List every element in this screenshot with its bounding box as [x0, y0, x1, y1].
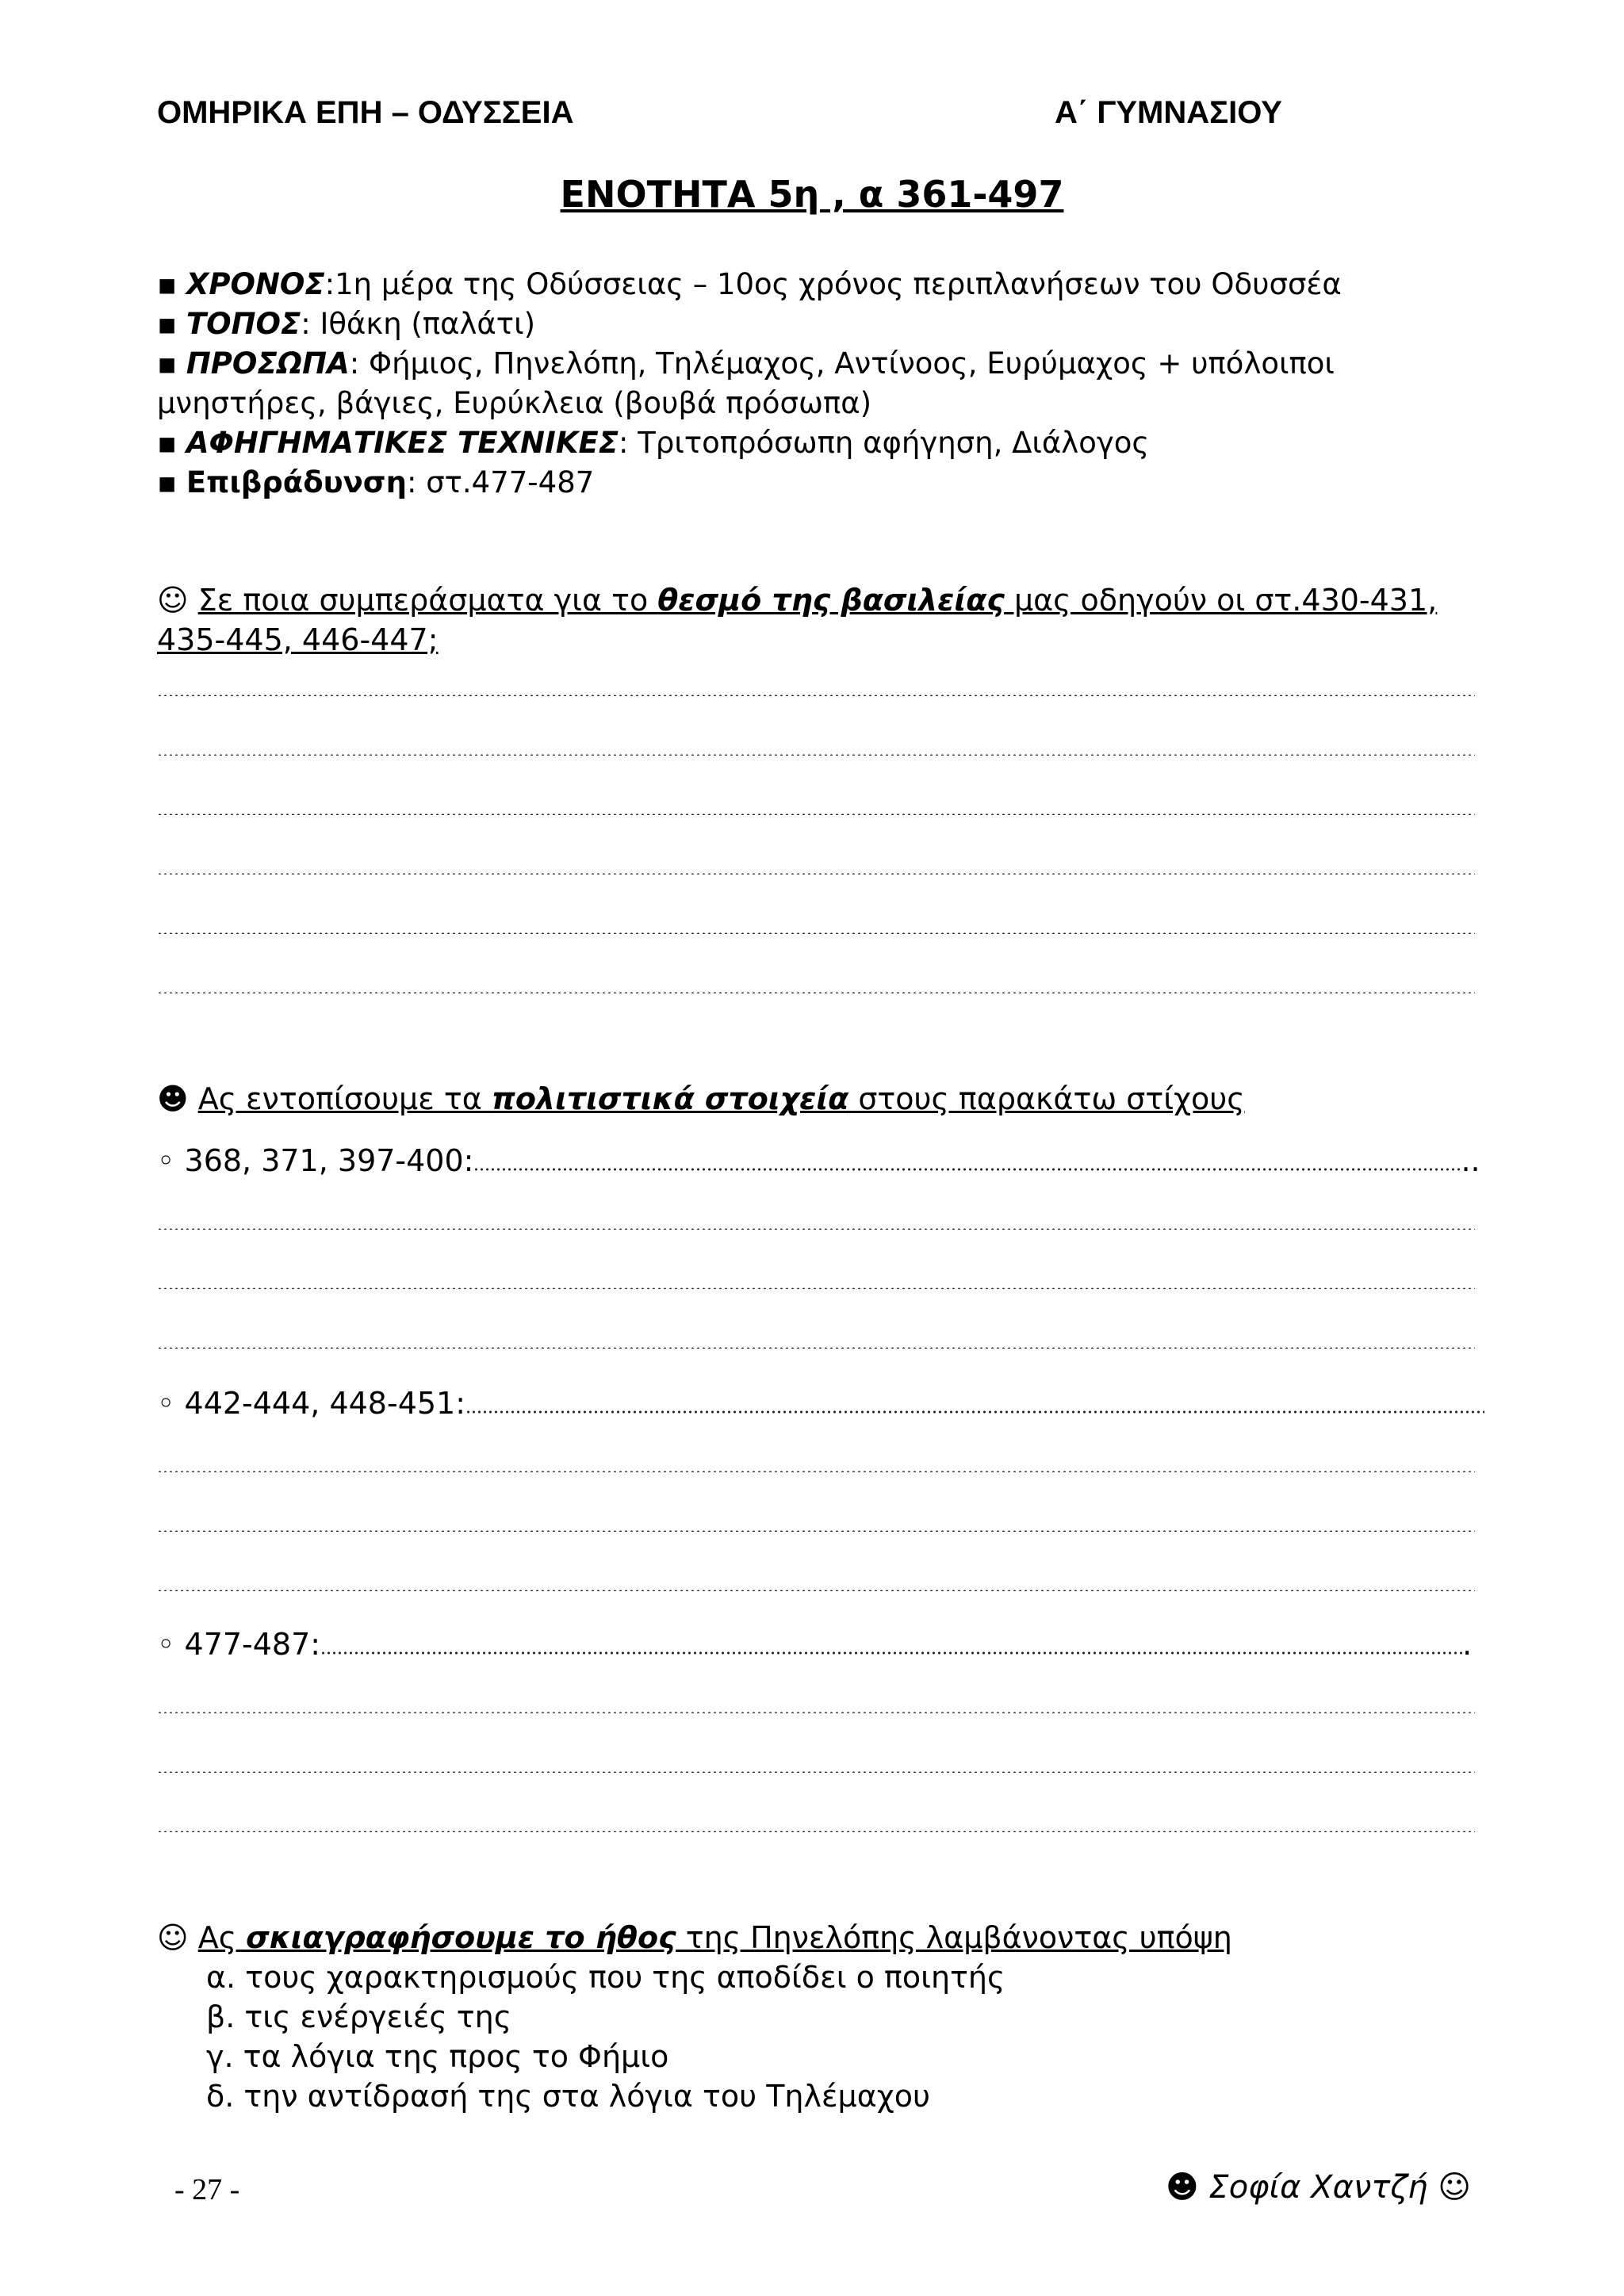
circle-bullet-icon: ◦ [157, 1386, 175, 1421]
verse-label: 442-444, 448-451: [184, 1386, 466, 1421]
verse-item [157, 1627, 1472, 1662]
prosopa-value: : Φήμιος, Πηνελόπη, Τηλέμαχος, Αντίνοος, Ευρύμαχος + υπόλοιποι [349, 346, 1335, 381]
question-2 [157, 1081, 1245, 1116]
info-prosopa [157, 344, 1335, 384]
author-signature [1166, 2169, 1471, 2206]
technikes-value: : Τριτοπρόσωπη αφήγηση, Διάλογος [619, 426, 1150, 460]
chronos-label: ΧΡΟΝΟΣ [186, 267, 325, 301]
answer-line[interactable] [157, 1471, 1475, 1472]
bullet-icon: ▪ [157, 307, 178, 341]
bullet-icon: ▪ [157, 346, 178, 381]
question-1 [157, 583, 1437, 618]
verse-label: 368, 371, 397-400: [184, 1143, 474, 1178]
topos-value: : Ιθάκη (παλάτι) [301, 307, 536, 341]
answer-line[interactable] [157, 992, 1475, 993]
verse-end: . [1462, 1627, 1473, 1662]
page-number: - 27 - [174, 2173, 240, 2206]
sub-item: δ. την αντίδρασή της στα λόγια του Τηλέμαχου [206, 2079, 930, 2114]
q3-text-post: της Πηνελόπης λαμβάνοντας υπόψη [676, 1920, 1232, 1955]
answer-line[interactable] [157, 1288, 1475, 1289]
answer-line[interactable] [157, 813, 1475, 815]
answer-line[interactable] [473, 1168, 1461, 1171]
sub-item: γ. τα λόγια της προς το Φήμιο [206, 2039, 669, 2074]
verse-item [157, 1143, 1480, 1178]
bullet-icon: ▪ [157, 465, 178, 499]
circle-bullet-icon: ◦ [157, 1143, 175, 1178]
q2-emphasis: πολιτιστικά στοιχεία [491, 1081, 849, 1116]
answer-line[interactable] [157, 754, 1475, 756]
epivradynsi-value: : στ.477-487 [406, 465, 595, 499]
verse-item [157, 1386, 1484, 1421]
info-chronos [157, 265, 1342, 304]
answer-line[interactable] [157, 1347, 1475, 1349]
answer-line[interactable] [157, 1712, 1475, 1713]
technikes-label: ΑΦΗΓΗΜΑΤΙΚΕΣ ΤΕΧΝΙΚΕΣ [186, 426, 619, 460]
q2-text-pre: Ας εντοπίσουμε τα [197, 1081, 492, 1116]
author-name: Σοφία Χαντζή [1208, 2169, 1428, 2206]
page-title: ΕΝΟΤΗΤΑ 5η , α 361-497 [560, 173, 1064, 216]
header-subject: ΟΜΗΡΙΚΑ ΕΠΗ – ΟΔΥΣΣΕΙΑ [157, 95, 574, 130]
q1-text-line2: 435-445, 446-447; [157, 622, 439, 657]
q1-text-pre: Σε ποια συμπεράσματα για το [197, 583, 658, 618]
smiley-icon: ☺ [157, 583, 189, 618]
q3-text-pre: Ας [197, 1920, 247, 1955]
answer-line[interactable] [157, 873, 1475, 874]
sub-item: α. τους χαρακτηρισμούς που της αποδίδει ο ποιητής [206, 1960, 1005, 1995]
answer-line[interactable] [157, 932, 1475, 934]
sub-item: β. τις ενέργειές της [206, 1999, 512, 2034]
bullet-icon: ▪ [157, 426, 178, 460]
info-technikes [157, 423, 1149, 463]
info-prosopa-cont: μνηστήρες, βάγιες, Ευρύκλεια (βουβά πρόσωπα) [157, 386, 872, 420]
info-topos [157, 304, 535, 344]
bullet-icon: ▪ [157, 267, 178, 301]
verse-label: 477-487: [184, 1627, 321, 1662]
answer-line[interactable] [157, 1530, 1475, 1532]
smiley-icon: ☺ [1438, 2169, 1471, 2206]
answer-line[interactable] [157, 1590, 1475, 1591]
q1-emphasis: θεσμό της βασιλείας [657, 583, 1005, 618]
answer-line[interactable] [320, 1651, 1462, 1655]
circle-bullet-icon: ◦ [157, 1627, 175, 1662]
answer-line[interactable] [157, 1831, 1475, 1832]
smiley-icon: ☺ [157, 1920, 189, 1955]
q1-text-post: μας οδηγούν οι στ.430-431, [1004, 583, 1438, 618]
black-smiley-icon: ☻ [1166, 2169, 1199, 2206]
question-1-cont [157, 622, 439, 657]
black-smiley-icon: ☻ [157, 1081, 189, 1116]
q2-text-post: στους παρακάτω στίχους [848, 1081, 1245, 1116]
answer-line[interactable] [157, 695, 1475, 696]
chronos-value: :1η μέρα της Οδύσσειας – 10ος χρόνος περιπλανήσεων του Οδυσσέα [324, 267, 1342, 301]
prosopa-label: ΠΡΟΣΩΠΑ [186, 346, 350, 381]
epivradynsi-label: Επιβράδυνση [186, 465, 407, 499]
header-grade: Α΄ ΓΥΜΝΑΣΙΟΥ [1055, 95, 1282, 130]
answer-line[interactable] [157, 1228, 1475, 1230]
question-3 [157, 1920, 1232, 1955]
answer-line[interactable] [465, 1410, 1484, 1414]
q3-emphasis: σκιαγραφήσουμε το ήθος [246, 1920, 676, 1955]
topos-label: ΤΟΠΟΣ [186, 307, 301, 341]
info-epivradynsi [157, 463, 594, 503]
answer-line[interactable] [157, 1771, 1475, 1773]
verse-end: .. [1461, 1143, 1480, 1178]
